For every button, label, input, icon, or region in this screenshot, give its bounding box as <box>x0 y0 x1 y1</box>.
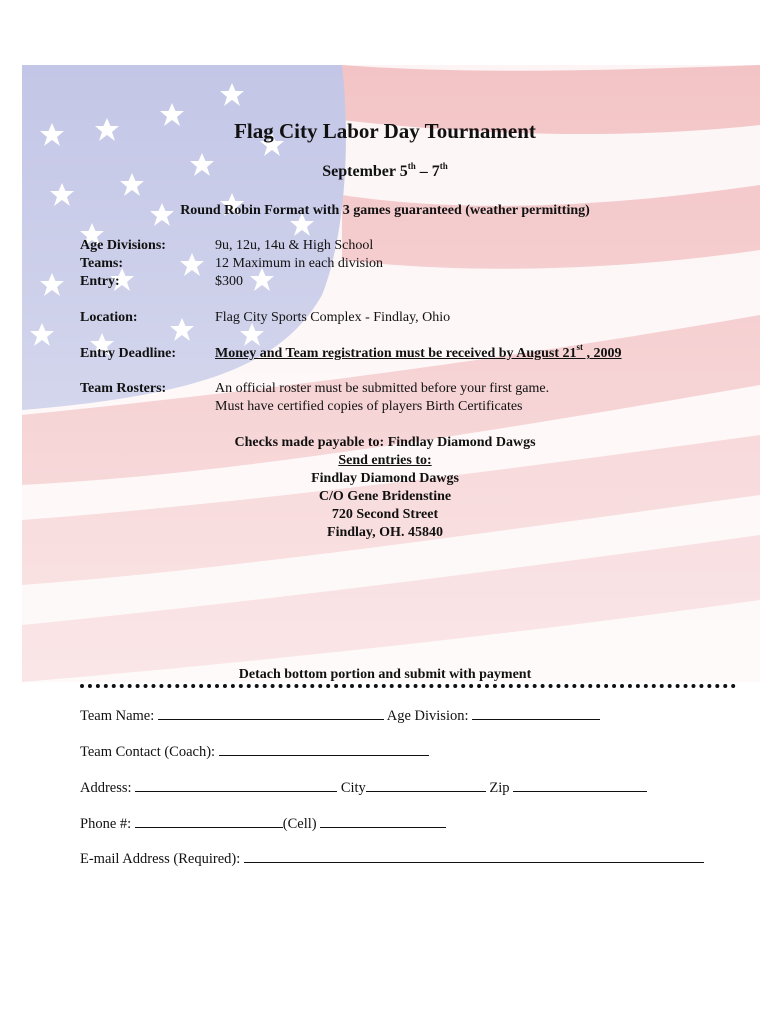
cell-label: (Cell) <box>282 816 317 832</box>
zip-field[interactable] <box>513 779 647 792</box>
entry-label: Entry: <box>80 274 120 289</box>
age-divisions-value: 9u, 12u, 14u & High School <box>215 238 374 253</box>
team-name-label: Team Name: <box>80 708 155 724</box>
location-label: Location: <box>80 310 138 325</box>
entry-deadline-value: Money and Team registration must be received by August 21st , 2009 <box>215 342 622 361</box>
age-division-label: Age Division: <box>386 708 469 724</box>
email-row <box>80 850 704 868</box>
detach-instruction: Detach bottom portion and submit with payment <box>238 667 532 682</box>
entry-value: $300 <box>215 274 243 289</box>
detach-cut-line <box>80 684 736 688</box>
teams-value: 12 Maximum in each division <box>215 256 383 271</box>
city-field[interactable] <box>366 779 486 792</box>
address-line-3: 720 Second Street <box>331 507 439 522</box>
team-name-field[interactable] <box>158 707 384 720</box>
phone-field[interactable] <box>135 815 283 828</box>
email-field[interactable] <box>244 850 704 863</box>
tournament-format: Round Robin Format with 3 games guaranteed (weather permitting) <box>180 203 590 218</box>
team-rosters-line1: An official roster must be submitted before your first game. <box>215 381 550 396</box>
email-label: E-mail Address (Required): <box>80 851 241 867</box>
address-row <box>80 779 647 797</box>
address-line-1: Findlay Diamond Dawgs <box>311 471 459 486</box>
team-contact-row <box>80 743 429 761</box>
teams-label: Teams: <box>80 256 124 271</box>
address-line-4: Findlay, OH. 45840 <box>327 525 443 540</box>
entry-deadline-label: Entry Deadline: <box>80 346 177 361</box>
location-value: Flag City Sports Complex - Findlay, Ohio <box>215 310 451 325</box>
send-entries-heading: Send entries to: <box>338 453 432 468</box>
tournament-dates: September 5th – 7th <box>322 160 448 180</box>
address-label: Address: <box>80 780 132 796</box>
age-division-field[interactable] <box>472 707 600 720</box>
cell-field[interactable] <box>320 815 446 828</box>
age-divisions-label: Age Divisions: <box>80 238 166 253</box>
team-rosters-label: Team Rosters: <box>80 381 167 396</box>
team-contact-field[interactable] <box>219 743 429 756</box>
zip-label: Zip <box>489 780 510 796</box>
address-line-2: C/O Gene Bridenstine <box>318 489 452 504</box>
city-label: City <box>340 780 366 796</box>
page-title: Flag City Labor Day Tournament <box>234 119 536 143</box>
address-field[interactable] <box>135 779 337 792</box>
team-rosters-line2: Must have certified copies of players Birth Certificates <box>215 399 523 414</box>
american-flag-background <box>22 65 760 682</box>
team-contact-label: Team Contact (Coach): <box>80 744 216 760</box>
checks-payable: Checks made payable to: Findlay Diamond Dawgs <box>234 435 536 450</box>
team-name-row <box>80 707 600 725</box>
phone-row <box>80 815 446 833</box>
phone-label: Phone #: <box>80 816 132 832</box>
